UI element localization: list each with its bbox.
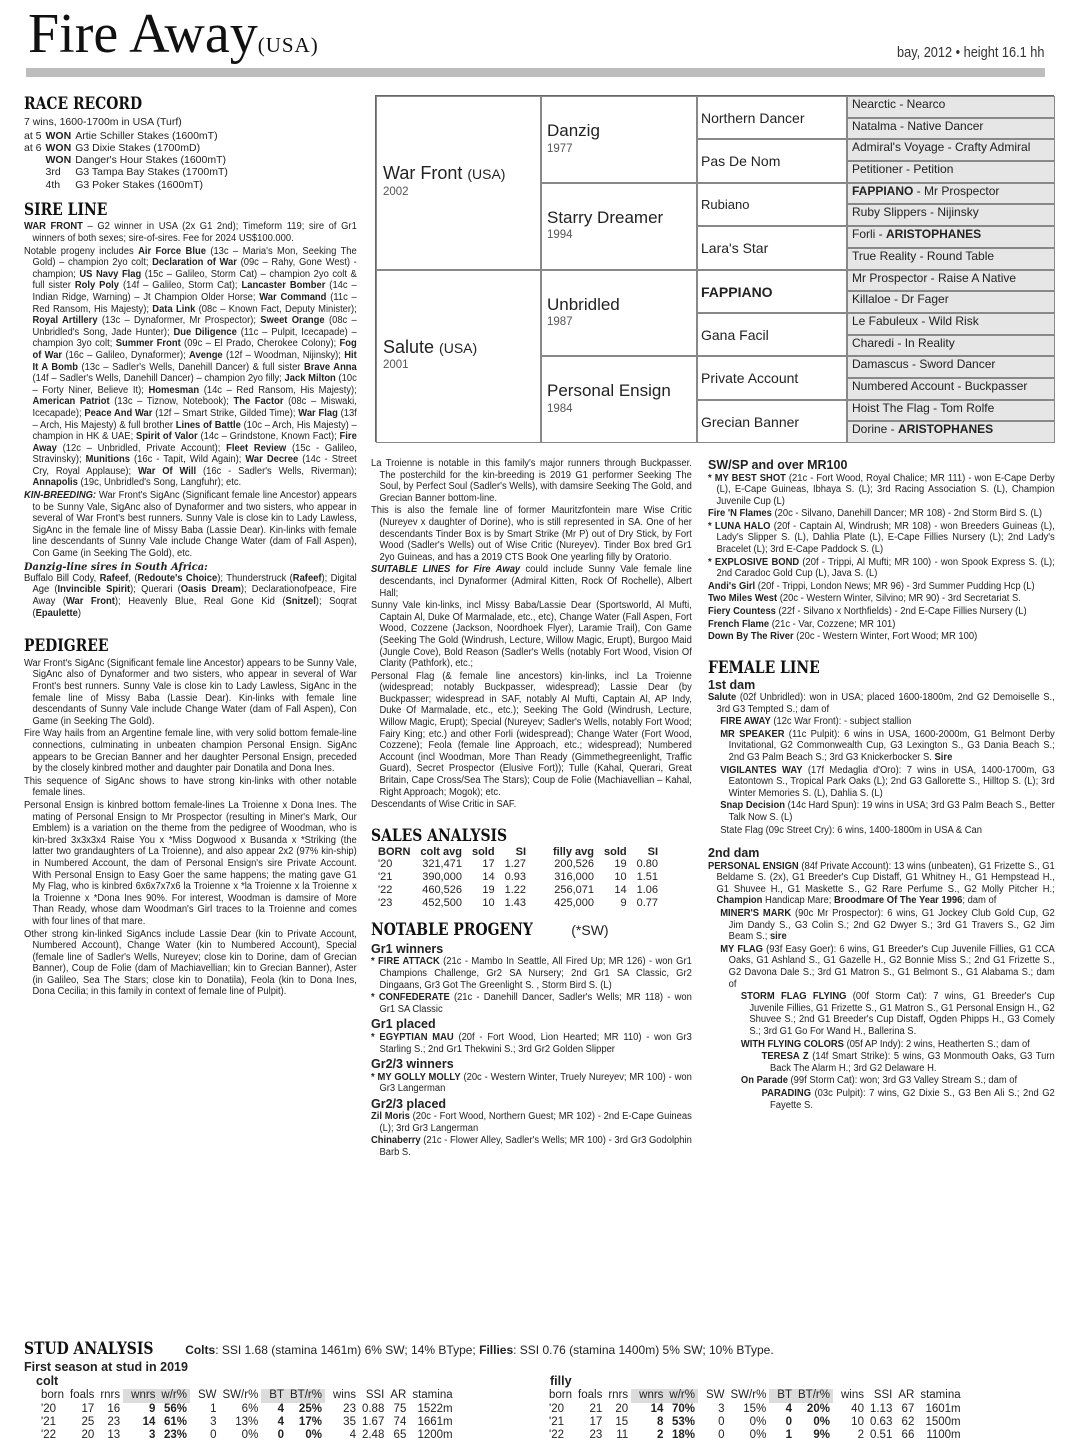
danzig-line-label: Danzig-line sires in South Africa: [24, 560, 208, 573]
sales-table [373, 846, 663, 910]
first-season: First season at stud in 2019 [24, 1359, 188, 1374]
second-dam-text: PERSONAL ENSIGN (84f Private Account): 13 wins (unbeaten), G1 Frizette S., G1 Beldame S. (2x), G1 Breeder's Cup Distaff, G1 Whitney H., G1 Hempstead H., G1 Shuvee H., G1 Maskette S., G2 Rare Perfume S., G2 Molly Pitcher H.; Champion Handicap Mare; Broodmare Of The Year 1996; dam of MINER'S MARK (90c Mr Prospector): 6 wins, G1 Jockey Club Gold Cup, G2 Jim Dandy S., G3 Colin S.; 2nd G2 Dwyer S.; 3rd G1 Travers S., G2 Jim Beam S.; sire MY FLAG (93f Easy Goer): 6 wins, G1 Breeder's Cup Juvenile Fillies, G1 CCA Oaks, G1 Ashland S., G1 Gazelle H., G2 Bonnie Miss S.; 2nd G1 Frizette S., G2 Davona Dale S.; 3rd G1 Matron S., G1 Belmont S., G1 Alabama S.; dam of STORM FLAG FLYING (00f Storm Cat): 7 wins, G1 Breeder's Cup Juvenile Fillies, G1 Frizette S., G1 Matron S., G1 Personal Ensign H., G2 Shuvee S.; 2nd G1 Breeder's Cup Distaff, Ogden Phipps H., G3 Comely S.; 3rd G1 Go For Wand H., Ballerina S. WITH FLYING COLORS (05f AP Indy): 2 wins, Heatherten S.; dam of TERESA Z (14f Smart Strike): 5 wins, G3 Monmouth Oaks, G3 Turn Back The Alarm H.; 3rd G2 Delaware H. On Parade (99f Storm Cat): won; 3rd G3 Valley Stream S.; dam of PARADING (03c Pulpit): 7 wins, G2 Dixie S., G3 Ben Ali S.; 2nd G2 Fayette S. [708, 860, 1055, 1111]
progeny-entry: Chinaberry (21c - Flower Alley, Sadler's Wells; MR 100) - 3rd Gr3 Godolphin Barb S. [371, 1135, 692, 1159]
sire-line-heading: SIRE LINE [24, 199, 108, 220]
second-dam-heading: 2nd dam [708, 846, 760, 861]
stud-row: '22 20 13 3 23% 0 0% 0 0% 4 2.48 65 1200m [41, 1429, 453, 1442]
first-dam-heading: 1st dam [708, 677, 756, 692]
stud-row: '21 25 23 14 61% 3 13% 4 17% 35 1.67 74 1661m [41, 1415, 453, 1428]
colt-label: colt [36, 1374, 59, 1389]
pedigree-paragraph: War Front's SigAnc (Significant female line Ancestor) appears to be Sunny Vale, SigAnc also of Dynaformer and two sisters, who appear in several of War Front's best runners. Sunny Vale is close kin to Lady Lawless, SigAnc in the female line of Missy Baba (Lassie Dear). Kin-links with female line descendants of Sunny Vale include Change Water (dam of Fall Aspen), Con Game (in Seeking The Gold). [24, 657, 357, 727]
g4-cell: Charedi - In Reality [847, 335, 1055, 357]
first-dam-text: Salute (02f Unbridled): won in USA; placed 1600-1800m, 2nd G2 Demoiselle S., 3rd G3 Tempted S.; dam of FIRE AWAY (12c War Front): - subject stallion MR SPEAKER (11c Pulpit): 6 wins in USA, 1600-2000m, G1 Belmont Derby Invitational, G2 Commonwealth Cup, G3 Lexington S., G3 Dania Beach S.; 2nd G3 Palm Beach S.; 3rd G3 Knickerbocker S. Sire VIGILANTES WAY (17f Medaglia d'Oro): 7 wins in USA, 1400-1700m, G3 Eatontown S., Tropical Park Oaks (L); 2nd G3 Gallorette S., Hilltop S. (L); 3rd Winter Memories S. (L), Dahlia S. (L) Snap Decision (14c Hard Spun): 19 wins in USA; 3rd G3 Palm Beach S., Better Talk Now S. (L) State Flag (09c Street Cry): 6 wins, 1400-1800m in USA & Can [708, 692, 1055, 836]
great-grandparent-cell: Grecian Banner [697, 400, 847, 443]
race-record-row: at 5 WON Artie Schiller Stakes (1600mT) [24, 129, 218, 142]
sw-heading: SW/SP and over MR100 [708, 458, 848, 472]
g4-cell: Dorine - ARISTOPHANES [847, 421, 1055, 443]
sales-header-row: BORN colt avg sold SI filly avg sold SI [378, 845, 659, 858]
g4-cell: FAPPIANO - Mr Prospector [847, 183, 1055, 205]
stud-analysis-heading: STUD ANALYSIS [24, 1339, 154, 1359]
g4-cell: Natalma - Native Dancer [847, 118, 1055, 140]
stud-header-row: born foals rnrs wnrs w/r% SW SW/r% BT BT/r% wins SSI AR stamina [549, 1389, 961, 1402]
g4-cell: Le Fabuleux - Wild Risk [847, 313, 1055, 335]
sw-entry: French Flame (21c - Var, Cozzene; MR 101) [708, 618, 896, 630]
progeny-category: Gr1 winners [371, 941, 444, 956]
colts-label: Colts [185, 1343, 216, 1357]
grandparent-cell: Unbridled 1987 [541, 270, 697, 357]
progeny-category: Gr2/3 placed [371, 1096, 447, 1111]
pedigree-heading: PEDIGREE [24, 636, 109, 657]
grandparent-cell: Starry Dreamer 1994 [541, 183, 697, 270]
great-grandparent-cell: FAPPIANO [697, 270, 847, 313]
wise-critic-text: This is also the female line of former Mauritzfontein mare Wise Critic (Nureyev x daughter of Dorine), who is still represented in SA. One of her descendants Tinder Box is by Smart Strike (Mr P) out of Dry Stick, by Fort Wood (Sadler's Wells) out of Wise Critic (Nureyev). Tinder Box bred Gr1 2yo Guineas, and has a 2019 CTS Book One yearling filly by Oratorio. [371, 505, 692, 563]
sales-row: '23 452,500 10 1.43 425,000 9 0.77 [378, 896, 659, 909]
g4-cell: Mr Prospector - Raise A Native [847, 270, 1055, 292]
progeny-entry: * EGYPTIAN MAU (20f - Fort Wood, Lion Hearted; MR 110) - won Gr3 Starling S.; 2nd Gr1 Thekwini S.; 3rd Gr2 Golden Slipper [371, 1031, 692, 1055]
sales-row: '20 321,471 17 1.27 200,526 19 0.80 [378, 858, 659, 871]
fillies-label: Fillies [479, 1343, 514, 1357]
colts-summary: : SSI 1.68 (stamina 1461m) 6% SW; 14% BType; [215, 1343, 476, 1357]
race-record-heading: RACE RECORD [24, 95, 143, 114]
grandparent-cell: Personal Ensign 1984 [541, 356, 697, 443]
great-grandparent-cell: Rubiano [697, 183, 847, 226]
suitable-lines: SUITABLE LINES for Fire Away could include Sunny Vale female line descendants, incl Dynaformer (Admiral Kitten, Rock Of Rochelle), Albert Hall; [371, 564, 692, 599]
sales-row: '22 460,526 19 1.22 256,071 14 1.06 [378, 883, 659, 896]
horse-info: bay, 2012 • height 16.1 hh [896, 44, 1044, 61]
stud-header-row: born foals rnrs wnrs w/r% SW SW/r% BT BT/r% wins SSI AR stamina [41, 1389, 453, 1402]
kin-breeding: KIN-BREEDING: War Front's SigAnc (Significant female line Ancestor) appears to be Sunny Vale, SigAnc also of Dynaformer and two sisters, who appear in several of War Front's best runners. Sunny Vale is close kin to Lady Lawless, SigAnc in the female line of Missy Baba (Lassie Dear). Kin-links with female line descendants of Sunny Vale include Change Water (dam of Fall Aspen), Con Game (in Seeking The Gold), etc. [24, 490, 357, 560]
g4-cell: Numbered Account - Buckpasser [847, 378, 1055, 400]
g4-cell: Killaloe - Dr Fager [847, 291, 1055, 313]
progeny-category: Gr2/3 winners [371, 1057, 454, 1072]
sw-entry: Two Miles West (20c - Western Winter, Silvino; MR 90) - 3rd Secretariat S. [708, 593, 1021, 605]
stud-row: '21 17 15 8 53% 0 0% 0 0% 10 0.63 62 1500m [549, 1415, 961, 1428]
pedigree-text [24, 658, 357, 998]
danzig-line-sires: Buffalo Bill Cody, Rafeef, (Redoute's Choice); Thunderstruck (Rafeef); Digital Age (Invincible Spirit); Querari (Oasis Dream); Declarationofpeace, Fire Away (War Front); Heavenly Blue, Real Gone Kid (Snitzel); Soqrat (Epaulette) [24, 572, 357, 619]
horse-country: (USA) [257, 33, 319, 57]
progeny-entry: * CONFEDERATE (21c - Danehill Dancer, Sadler's Wells; MR 118) - won Gr1 SA Classic [371, 992, 692, 1015]
pedigree-paragraph: This sequence of SigAnc shows to have strong kin-links with other notable female lines. [24, 775, 357, 799]
progeny-entry: * FIRE ATTACK (21c - Mambo In Seattle, All Fired Up; MR 126) - won Gr1 Champions Challenge, Gr2 SA Nursery; 2nd Gr1 SA Classic, Gr2 Dingaans, Gr3 Got The Greenlight S. , Storm Bird S. (L) [371, 956, 692, 991]
stud-analysis [24, 1340, 1054, 1450]
great-grandparent-cell: Pas De Nom [697, 139, 847, 182]
sire-line-progeny: Notable progeny includes Air Force Blue (13c – Maria's Mon, Seeking The Gold) – champion 2yo colt; Declaration of War (09c – Rahy, Gone West) - champion; US Navy Flag (15c – Galileo, Storm Cat) – champion 2yo colt & full sister Roly Poly (14f – Galileo, Storm Cat); Lancaster Bomber (14c – Indian Ridge, Warning) – Jt Champion Older Horse; War Command (11c – Red Ransom, His Majesty); Data Link (08c – Known Fact, Deputy Minister); Royal Artillery (13c – Dynaformer, Mr Prospector); Sweet Orange (08c – Unbridled's Song, Jade Hunter); Due Diligence (11c – Pulpit, Icecapade) – champion 3yo colt; Summer Front (09c – El Prado, Cherokee Colony); Fog of War (16c – Galileo, Dynaformer); Avenge (12f – Woodman, Nijinsky); Hit It A Bomb (13c – Sadler's Wells, Danehill Dancer) & full sister Brave Anna (14f – Sadler's Wells, Danehill Dancer) – champion 2yo filly; Jack Milton (10c – Forty Niner, Believe It); Homesman (14c – Red Ransom, His Majesty); American Patriot (13c – Tiznow, Notebook); The Factor (08c – Miswaki, Icecapade); Peace And War (12f – Smart Strike, Gilded Time); War Flag (13f – Arch, His Majesty) & full brother Lines of Battle (10c – Arch, His Majesty) – champion in HK & UAE; Spirit of Valor (14c – Grindstone, Known Fact); Fire Away (12c – Unbridled, Private Account); Fleet Review (15c - Galileo, Stravinsky); Munitions (16c - Tapit, Wild Again); War Decree (14c - Street Cry, Royal Applause); War Of Will (16c - Sadler's Wells, Riverman); Annapolis (19c, Unbridled's Song, Langfuhr); etc. [24, 245, 357, 489]
sw-entry: Down By The River (20c - Western Winter, Fort Wood; MR 100) [708, 631, 978, 643]
g4-cell: Petitioner - Petition [847, 161, 1055, 183]
g4-cell: Ruby Slippers - Nijinsky [847, 204, 1055, 226]
sw-entry: * EXPLOSIVE BOND (20f - Trippi, Al Mufti; MR 100) - won Spook Express S. (L); 2nd Caradoc Gold Cup (L), Java S. (L) [708, 556, 1055, 580]
g4-cell: True Reality - Round Table [847, 248, 1055, 270]
sw-entry: * LUNA HALO (20f - Captain Al, Windrush; MR 108) - won Breeders Guineas (L), Lady's Slipper S. (L), Dahlia Plate (L), E-Cape Fillies Nursery (L); 2nd Lady's Bracelet (L); 3rd E-Cape Paddock S. (L) [708, 520, 1055, 556]
g4-cell: Admiral's Voyage - Crafty Admiral [847, 139, 1055, 161]
race-record-summary: 7 wins, 1600-1700m in USA (Turf) [24, 115, 182, 128]
sw-entry: Fiery Countess (22f - Silvano x Northfields) - 2nd E-Cape Fillies Nursery (L) [708, 606, 1027, 618]
colt-stats-table [38, 1389, 456, 1442]
dam-cell: Salute (USA) 2001 [376, 270, 541, 444]
notable-progeny-list [371, 942, 693, 1159]
sw-entry: Fire 'N Flames (20c - Silvano, Danehill Dancer; MR 108) - 2nd Storm Bird S. (L) [708, 508, 1042, 520]
stud-row: '22 23 11 2 18% 0 0% 1 9% 2 0.51 66 1100m [549, 1429, 961, 1442]
sales-row: '21 390,000 14 0.93 316,000 10 1.51 [378, 871, 659, 883]
great-grandparent-cell: Northern Dancer [697, 96, 847, 139]
great-grandparent-cell: Gana Facil [697, 313, 847, 356]
g4-cell: Damascus - Sword Dancer [847, 356, 1055, 378]
great-grandparent-cell: Private Account [697, 356, 847, 399]
personal-flag-links: Personal Flag (& female line ancestors) kin-links, incl La Troienne (widespread; notably Buckpasser, widespread); Lassie Dear (by Buckpasser; widespread in SAF, notably Al Mufti, Captain Al, AP Indy, Duke Of Marmalade, etc., etc.); Seeking The Gold (Windrush, Lecture, Willow Magic, Erupt); Special (Nureyev; Sadler's Wells, notably Fort Wood; Fairy King; etc.) and other Forli (widespread); Change Water (Fort Wood, Cozzene); Feola (female line Approach, etc.; widespread); Numbered Account (incl Woodman, More Than Ready (Gimmethegreenlight, Traffic Guard), Secret Prospector (Elusive Fort)); Tulle (Kahal, Querari, Great Britain, Cape Cross/Sea The Stars); Coup de Folie (Machiavellian – Kahal, Right Approach; Mogok); etc. [371, 670, 692, 798]
sw-list [708, 473, 1056, 643]
middle-column [371, 458, 693, 1338]
pedigree-chart [375, 95, 1054, 442]
female-line-heading: FEMALE LINE [708, 657, 820, 678]
progeny-entry: Zil Moris (20c - Fort Wood, Northern Guest; MR 102) - 2nd E-Cape Guineas (L); 3rd Gr3 Langerman [371, 1111, 692, 1134]
fillies-summary: : SSI 0.76 (stamina 1400m) 5% SW; 10% BType. [513, 1343, 774, 1357]
header-rule [26, 68, 1045, 77]
sw-entry: Andi's Girl (20f - Trippi, London News; MR 96) - 3rd Summer Pudding Hcp (L) [708, 580, 1035, 592]
race-record-table [24, 130, 232, 191]
right-column [708, 458, 1056, 1338]
sire-line-war-front: WAR FRONT – G2 winner in USA (2x G1 2nd); Timeform 119; sire of Gr1 winners of both sexes; sire-of-sires. Fee for 2024 US$100.000. [24, 221, 357, 244]
sales-analysis-heading: SALES ANALYSIS [371, 825, 508, 846]
race-record-row: WON Danger's Hour Stakes (1600mT) [45, 154, 227, 167]
pedigree-paragraph: Fire Way hails from an Argentine female line, with very solid bottom female-line connections, culminating in unbeaten champion Personal Ensign. SigAnc appears to be Grecian Banner and her daughter Personal Ensign, preceded by the closely kinbred mother and daughter pair Donatila and Dona Ines. [24, 728, 357, 775]
stud-row: '20 21 20 14 70% 3 15% 4 20% 40 1.13 67 1601m [549, 1402, 961, 1415]
race-record-row: at 6 WON G3 Dixie Stakes (1700mD) [24, 142, 201, 155]
sire-cell: War Front (USA) 2002 [376, 96, 541, 270]
grandparent-cell: Danzig 1977 [541, 96, 697, 183]
g4-cell: Forli - ARISTOPHANES [847, 226, 1055, 248]
wise-critic-descendants: Descendants of Wise Critic in SAF. [371, 799, 517, 811]
g4-cell: Nearctic - Nearco [847, 96, 1055, 118]
filly-stats-table [546, 1389, 964, 1442]
progeny-entry: * MY GOLLY MOLLY (20c - Western Winter, Truely Nureyev; MR 100) - won Gr3 Langerman [371, 1071, 692, 1095]
la-troienne-text: La Troienne is notable in this family's major runners through Buckpasser. The posterchild for the kin-breeding is 2019 G1 performer Seeking The Soul, by Perfect Soul (Sadler's Wells), with damsire Seeking The Gold, and Grecian Banner bottom-line. [371, 458, 692, 504]
filly-label: filly [550, 1374, 572, 1389]
race-record-row: 4th G3 Poker Stakes (1600mT) [45, 178, 203, 191]
sw-entry: * MY BEST SHOT (21c - Fort Wood, Royal Chalice; MR 111) - won E-Cape Derby (L), E-Cape Guineas, Ibhaya S. (L); 3rd Racing Association S. (L), Champion Juvenile Cup (L) [708, 472, 1055, 507]
notable-progeny-heading: NOTABLE PROGENY (*SW) [371, 920, 609, 941]
great-grandparent-cell: Lara's Star [697, 226, 847, 269]
pedigree-paragraph: Other strong kin-linked SigAncs include Lassie Dear (kin to Private Account, Numbered Account), Change Water (kin to Numbered Account), Special (female line of Sadler's Wells, Nureyev; close kin to Dorine, dam of Grecian Banner), Coup de Folie (dam of Machiavellian; kin to Grecian Banner), Aster (in Galileo, Sea The Stars; close kin to Donatila), Feola (kin to Dona Ines, Dona Cecilia; in this family in context of female line of Pulpit). [24, 928, 357, 998]
race-record-row: 3rd G3 Tampa Bay Stakes (1700mT) [45, 166, 228, 179]
stud-row: '20 17 16 9 56% 1 6% 4 25% 23 0.88 75 1522m [41, 1402, 453, 1415]
left-column [24, 95, 358, 1335]
pedigree-paragraph: Personal Ensign is kinbred bottom female-lines La Troienne x Dona Ines. The mating of Personal Ensign to Mr Prospector (resulting in Miner's Mark, Our Emblem) is a variation on the theme from the pedigree of Woodman, who is kin-bred 3x3x3x4 Raise You x *Miss Dogwood x Busanda x *Striking (the latter two grandaughters of La Troienne), and also appear 2x2 (97% kin-ship) in Numbered Account, the dam of Personal Ensign's sire Private Account. With Personal Ensign to Easy Goer the same happens; the mating gave G1 My Flag, who is kinbred 6x6x7x7x6 la Troienne x *la Troienne x la Troienne x la Troienne x *Dona Ines 90%. For interest, Woodman is damsire of More Than Ready, whose dam Woodman's Girl traces to la Troienne and comes with four lines of that mare. [24, 799, 357, 927]
horse-name: Fire Away(USA) [28, 3, 319, 65]
progeny-category: Gr1 placed [371, 1017, 436, 1032]
g4-cell: Hoist The Flag - Tom Rolfe [847, 400, 1055, 422]
sunny-vale-links: Sunny Vale kin-links, incl Missy Baba/Lassie Dear (Sportsworld, Al Mufti, Captain Al, Duke Of Marmalade, etc., etc), Change Water (Fall Aspen, Fort Wood, Cozzene (Jackson, Noordhoek Flyer), Laramie Trail), Con Game (Seeking The Gold (Windrush, Lecture, Willow Magic, Erupt), Burgoo Maid (Jungle Cove), Bold Reason (Sadler's Wells (notably Fort Wood, Vision Of Clarity (Pathfork), etc.; [371, 600, 692, 670]
